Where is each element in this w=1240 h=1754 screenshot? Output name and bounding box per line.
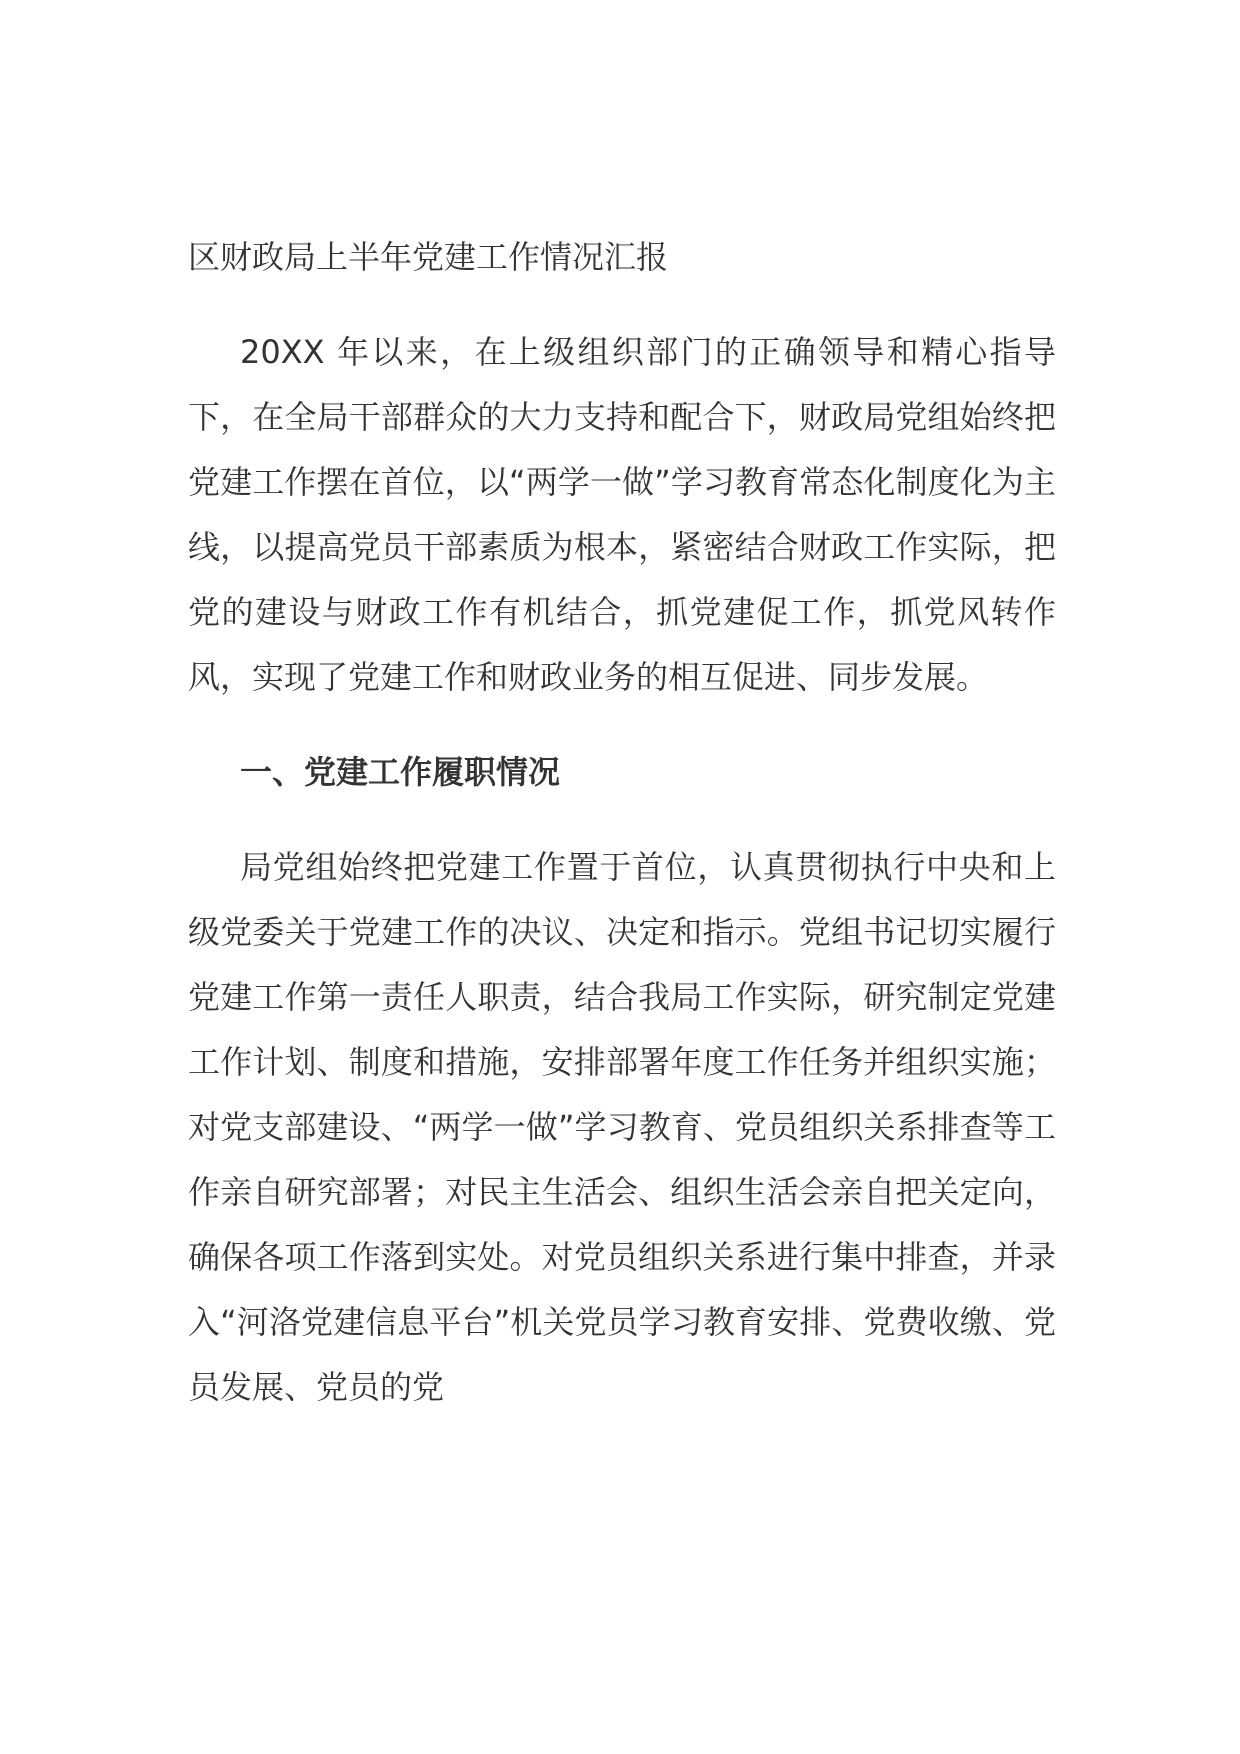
- document-body: [188, 225, 1056, 1450]
- intro-paragraph: 20XX 年以来，在上级组织部门的正确领导和精心指导下，在全局干部群众的大力支持和配合下，财政局党组始终把党建工作摆在首位，以“两学一做”学习教育常态化制度化为主线，以提高党员干部素质为根本，紧密结合财政工作实际，把党的建设与财政工作有机结合，抓党建促工作，抓党风转作风，实现了党建工作和财政业务的相互促进、同步发展。: [188, 333, 1056, 696]
- section-paragraph: 局党组始终把党建工作置于首位，认真贯彻执行中央和上级党委关于党建工作的决议、决定和指示。党组书记切实履行党建工作第一责任人职责，结合我局工作实际，研究制定党建工作计划、制度和措施，安排部署年度工作任务并组织实施；对党支部建设、“两学一做”学习教育、党员组织关系排查等工作亲自研究部署；对民主生活会、组织生活会亲自把关定向，确保各项工作落到实处。对党员组织关系进行集中排查，并录入“河洛党建信息平台”机关党员学习教育安排、党费收缴、党员发展、党员的党: [188, 848, 1056, 1406]
- section-heading: 一、党建工作履职情况: [240, 753, 561, 791]
- document-title: 区财政局上半年党建工作情况汇报: [188, 238, 669, 276]
